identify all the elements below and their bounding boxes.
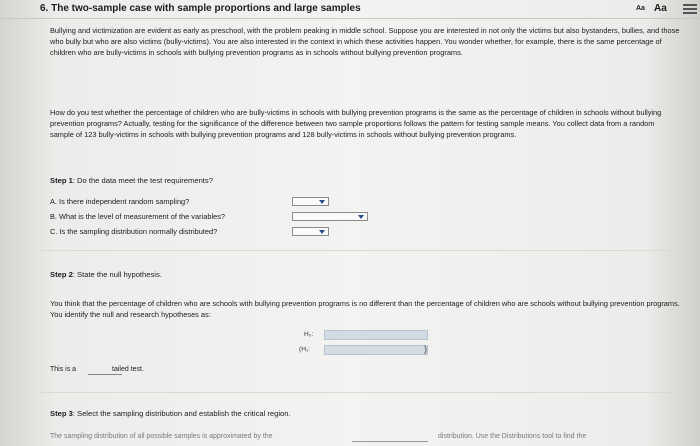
tail-suffix: tailed test. — [112, 366, 144, 373]
step3-text: : Select the sampling distribution and establish the critical region. — [72, 409, 291, 418]
chevron-down-icon — [319, 230, 325, 234]
chevron-down-icon — [319, 200, 325, 204]
research-hypothesis-label: (H₁: — [299, 346, 311, 353]
decrease-font-button[interactable]: Aa — [636, 5, 645, 12]
step1-text: : Do the data meet the test requirements? — [72, 176, 213, 185]
step2-label: Step 2 — [50, 270, 73, 279]
increase-font-button[interactable]: Aa — [654, 3, 667, 14]
null-hypothesis-label: H₀: — [304, 331, 314, 338]
step3-faded-prefix: The sampling distribution of all possible samples is approximated by the — [50, 433, 273, 440]
step3-heading — [50, 409, 291, 418]
divider — [40, 392, 675, 393]
close-paren: ) — [424, 344, 427, 354]
question-title: 6. The two-sample case with sample proportions and large samples — [40, 3, 361, 14]
distribution-select[interactable] — [352, 441, 428, 442]
independent-sampling-select[interactable] — [292, 197, 329, 206]
tail-prefix: This is a — [50, 366, 77, 373]
step2-paragraph: You think that the percentage of children who are schools with bullying prevention programs is no different than the percentage of children who are schools without bullying prevention programs. You identify the null and research hypotheses as: — [50, 299, 680, 319]
chevron-down-icon — [358, 215, 364, 219]
tail-sentence — [50, 366, 144, 373]
question-header — [0, 0, 700, 19]
tail-type-select[interactable] — [88, 374, 122, 375]
intro-paragraph: Bullying and victimization are evident as early as preschool, with the problem peaking in middle school. Suppose you are interested in not only the victims but also bystanders, bullies, and those who bully but who are also victims (bully-victims). You are also interested in the context in which these activities happen. You wonder whether, for example, there is the same percentage of children who are bully-victims in schools with bullying prevention programs as in schools without bullying prevention programs. — [50, 26, 680, 57]
measurement-level-select[interactable] — [292, 212, 368, 221]
research-hypothesis-input[interactable] — [324, 345, 428, 355]
null-hypothesis-input[interactable] — [324, 330, 428, 340]
step3-faded-suffix: distribution. Use the Distributions tool to find the — [438, 433, 587, 440]
step1-label: Step 1 — [50, 176, 73, 185]
method-paragraph: How do you test whether the percentage of children who are bully-victims in schools with bullying prevention programs is the same as the percentage of children in schools without bullying prevention programs? Actually, testing for the significance of the difference between two sample proportions follows the pattern for testing sample means. You collect data from a random sample of 123 bully-victims in schools with bullying prevention programs and 128 bully-victims in schools without bullying prevention programs. — [50, 108, 662, 139]
step3-label: Step 3 — [50, 409, 73, 418]
step1-question-c: C. Is the sampling distribution normally distributed? — [50, 227, 218, 236]
step2-heading — [50, 270, 162, 279]
step1-heading — [50, 176, 213, 185]
step1-question-a: A. Is there independent random sampling? — [50, 197, 190, 206]
hypotheses-box — [296, 328, 430, 364]
divider — [40, 250, 675, 251]
normal-distribution-select[interactable] — [292, 227, 329, 236]
hamburger-menu-icon[interactable] — [683, 4, 697, 14]
step2-text: : State the null hypothesis. — [72, 270, 162, 279]
step1-question-b: B. What is the level of measurement of the variables? — [50, 212, 225, 221]
